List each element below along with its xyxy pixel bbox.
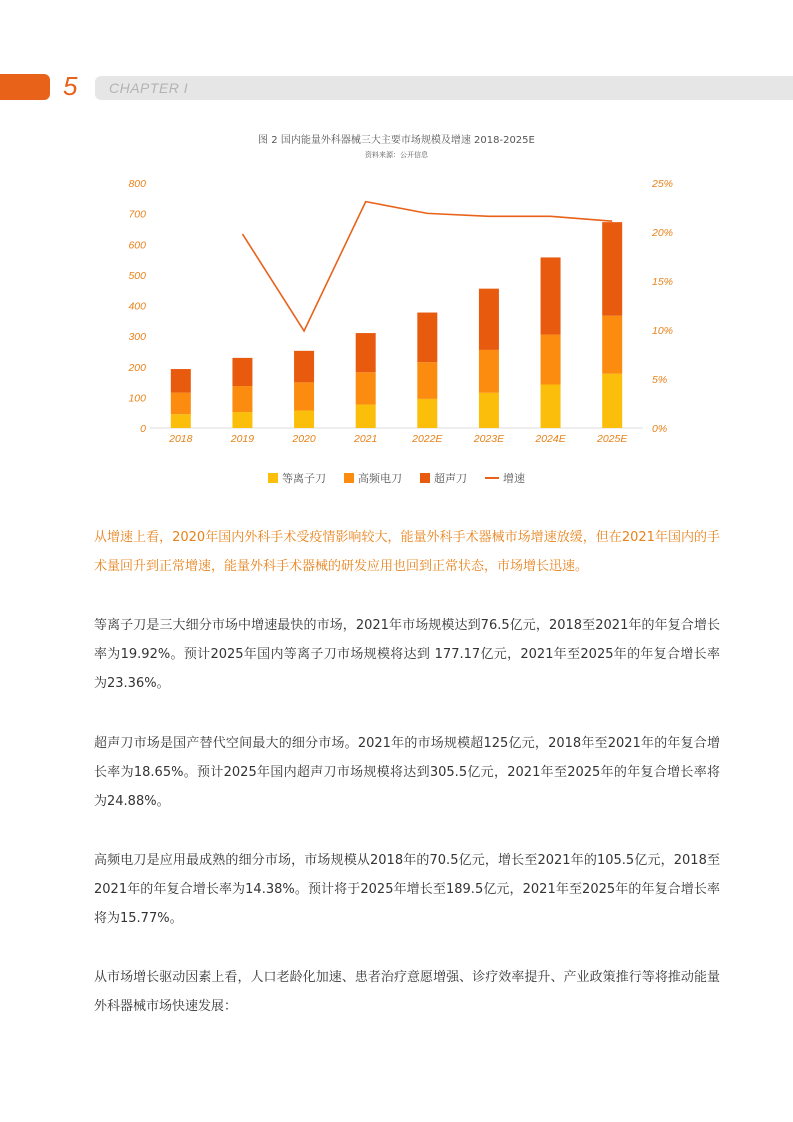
y2-tick-label: 10%: [652, 325, 674, 337]
chapter-label: CHAPTER I: [109, 80, 189, 96]
y2-tick-label: 15%: [652, 276, 674, 288]
bar-ultra: [232, 358, 252, 386]
y-tick-label: 100: [128, 392, 146, 405]
bar-hf: [602, 316, 622, 374]
legend-label-plasma: 等离子刀: [282, 472, 326, 485]
legend-swatch-hf: [344, 473, 354, 483]
bar-ultra: [171, 369, 191, 393]
y-tick-label: 300: [128, 331, 146, 344]
bar-hf: [479, 350, 499, 393]
legend-item-ultra: [420, 470, 467, 486]
bar-plasma: [294, 411, 314, 428]
y-tick-label: 600: [128, 239, 146, 252]
bar-hf: [232, 386, 252, 412]
legend-label-hf: 高频电刀: [358, 472, 402, 485]
chart-legend: [0, 470, 793, 486]
y-tick-label: 200: [128, 361, 146, 374]
bar-plasma: [479, 393, 499, 428]
y2-tick-label: 5%: [652, 374, 668, 386]
paragraph-growth-overview: 从增速上看，2020年国内外科手术受疫情影响较大，能量外科手术器械市场增速放缓，但在2021年国内的手术量回升到正常增速，能量外科手术器械的研发应用也回到正常状态，市场增长迅速。: [94, 530, 720, 574]
bar-ultra: [541, 257, 561, 334]
bar-plasma: [541, 385, 561, 428]
bar-ultra: [479, 289, 499, 350]
bar-hf: [171, 393, 191, 415]
bar-ultra: [356, 333, 376, 372]
legend-item-plasma: [268, 470, 326, 486]
paragraph-ultrasonic-knife: 超声刀市场是国产替代空间最大的细分市场。2021年的市场规模超125亿元，2018年至2021年的年复合增长率为18.65%。预计2025年国内超声刀市场规模将达到305.5亿元，2021年至2025年的年复合增长率将为24.88%。: [94, 736, 720, 809]
page-number: 5: [63, 71, 78, 101]
bar-hf: [294, 382, 314, 410]
bar-ultra: [417, 313, 437, 363]
chapter-bar: [95, 76, 793, 100]
x-tick-label: 2022E: [412, 433, 443, 445]
legend-swatch-plasma: [268, 473, 278, 483]
legend-line-growth: [485, 477, 499, 479]
chart-title: 图 2 国内能量外科器械三大主要市场规模及增速 2018-2025E: [258, 135, 535, 146]
paragraph-plasma-knife: 等离子刀是三大细分市场中增速最快的市场，2021年市场规模达到76.5亿元，2018至2021年的年复合增长率为19.92%。预计2025年国内等离子刀市场规模将达到 177.17亿元，2021年至2025年的年复合增长率为23.36%。: [94, 618, 720, 691]
bar-plasma: [232, 412, 252, 428]
y-tick-label: 500: [128, 269, 146, 282]
bar-hf: [356, 372, 376, 404]
bar-ultra: [602, 222, 622, 316]
y2-tick-label: 0%: [652, 423, 668, 435]
x-tick-label: 2025E: [597, 433, 628, 445]
y-tick-label: 800: [128, 178, 146, 190]
bar-hf: [417, 362, 437, 399]
legend-label-ultra: 超声刀: [434, 472, 467, 485]
y-tick-label: 0: [140, 423, 146, 435]
x-tick-label: 2019: [230, 433, 255, 445]
bar-plasma: [356, 405, 376, 428]
x-tick-label: 2020: [292, 433, 316, 445]
x-tick-label: 2018: [169, 433, 193, 445]
y2-tick-label: 20%: [652, 227, 674, 239]
chart-source: 资料来源：公开信息: [365, 151, 428, 159]
legend-item-growth: [485, 470, 525, 486]
bar-plasma: [417, 399, 437, 428]
market-size-chart: [0, 170, 793, 460]
chapter-tab-marker: [0, 74, 50, 100]
bar-plasma: [171, 414, 191, 428]
x-tick-label: 2023E: [473, 433, 505, 445]
x-tick-label: 2024E: [535, 433, 566, 445]
bar-plasma: [602, 374, 622, 428]
paragraph-hf-knife: 高频电刀是应用最成熟的细分市场，市场规模从2018年的70.5亿元，增长至2021年的105.5亿元，2018至2021年的年复合增长率为14.38%。预计将于2025年增长至189.5亿元，2021年至2025年的年复合增长率将为15.77%。: [94, 853, 720, 926]
y2-tick-label: 25%: [652, 178, 674, 190]
legend-label-growth: 增速: [503, 472, 525, 485]
bar-hf: [541, 335, 561, 385]
y-tick-label: 400: [128, 300, 146, 313]
y-tick-label: 700: [128, 208, 146, 221]
legend-item-hf: [344, 470, 402, 486]
legend-swatch-ultra: [420, 473, 430, 483]
bar-ultra: [294, 351, 314, 383]
paragraph-drivers: 从市场增长驱动因素上看，人口老龄化加速、患者治疗意愿增强、诊疗效率提升、产业政策推行等将推动能量外科器械市场快速发展：: [94, 970, 720, 1014]
x-tick-label: 2021: [354, 433, 378, 445]
